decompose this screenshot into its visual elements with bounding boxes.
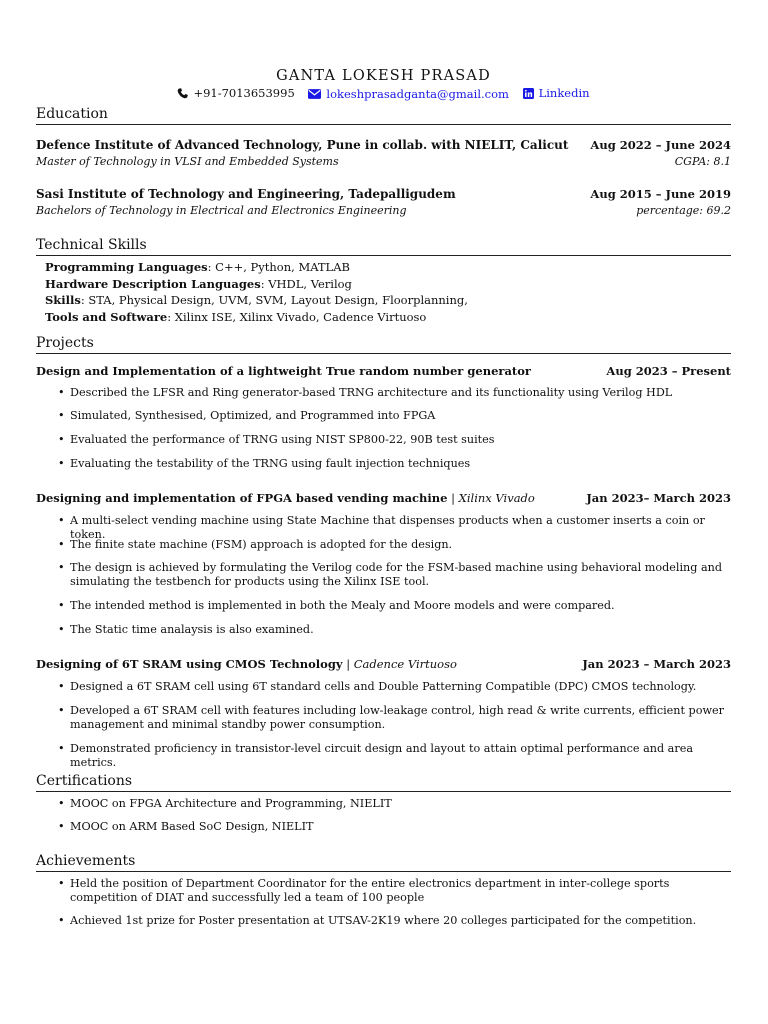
education-entry-school (36, 187, 731, 201)
project-title-line: Designing of 6T SRAM using CMOS Technology | Cadence Virtuoso (36, 657, 457, 671)
section-heading-projects: Projects (36, 335, 731, 354)
linkedin-link[interactable] (523, 86, 590, 100)
linkedin-icon (523, 88, 534, 99)
skill-label: Programming Languages (45, 260, 208, 274)
list-item: • Evaluated the performance of TRNG using NIST SP800-22, 90B test suites (58, 433, 730, 447)
section-heading-achievements: Achievements (36, 853, 731, 872)
section-heading-education: Education (36, 106, 731, 125)
skill-row (45, 309, 468, 326)
education-entry-school (36, 138, 731, 152)
project-dates: Aug 2023 – Present (606, 364, 731, 378)
list-item: • MOOC on FPGA Architecture and Programming, NIELIT (58, 797, 730, 811)
degree-name: Bachelors of Technology in Electrical and Electronics Engineering (36, 204, 407, 217)
phone-number: +91-7013653995 (193, 86, 295, 100)
degree-name: Master of Technology in VLSI and Embedded Systems (36, 155, 339, 168)
envelope-icon (308, 89, 321, 99)
email-address: lokeshprasadganta@gmail.com (326, 86, 509, 101)
project-header (36, 364, 731, 378)
skill-row (45, 292, 468, 309)
school-name: Sasi Institute of Technology and Engineering, Tadepalligudem (36, 187, 456, 201)
skill-label: Tools and Software (45, 309, 168, 324)
education-dates: Aug 2022 – June 2024 (590, 138, 731, 152)
project-header (36, 657, 731, 671)
skill-value: : C++, Python, MATLAB (207, 260, 350, 274)
list-item: • The design is achieved by formulating the Verilog code for the FSM-based machine using behavioral modeling and simulating the testbench for products using the Xilinx ISE tool. (58, 561, 730, 589)
candidate-name: GANTA LOKESH PRASAD (276, 68, 491, 84)
list-item: • Simulated, Synthesised, Optimized, and Programmed into FPGA (58, 409, 730, 423)
project-title: Designing and implementation of FPGA based vending machine (36, 491, 448, 505)
list-item: • Demonstrated proficiency in transistor-level circuit design and layout to attain optimal performance and area metrics. (58, 742, 730, 770)
education-entry-degree (36, 204, 731, 217)
project-title-line: Designing and implementation of FPGA based vending machine | Xilinx Vivado (36, 491, 535, 505)
contact-line (36, 86, 731, 102)
school-name: Defence Institute of Advanced Technology, Pune in collab. with NIELIT, Calicut (36, 138, 569, 152)
list-item: • A multi-select vending machine using State Machine that dispenses products when a customer inserts a coin or token. (58, 514, 730, 542)
list-item: • The intended method is implemented in both the Mealy and Moore models and were compared. (58, 599, 730, 613)
project-dates: Jan 2023 – March 2023 (582, 657, 731, 671)
list-item: • The Static time analaysis is also examined. (58, 623, 730, 637)
project-header (36, 491, 731, 505)
skill-value: : VHDL, Verilog (260, 276, 352, 291)
list-item: • Designed a 6T SRAM cell using 6T standard cells and Double Patterning Compatible (DPC) CMOS technology. (58, 680, 730, 694)
phone-icon (177, 88, 188, 99)
list-item: • MOOC on ARM Based SoC Design, NIELIT (58, 820, 730, 834)
linkedin-label: Linkedin (538, 86, 590, 100)
skill-value: : Xilinx ISE, Xilinx Vivado, Cadence Virtuoso (167, 309, 427, 324)
section-heading-skills: Technical Skills (36, 237, 731, 256)
list-item: • Evaluating the testability of the TRNG using fault injection techniques (58, 457, 730, 471)
skill-label: Hardware Description Languages (45, 276, 261, 291)
education-dates: Aug 2015 – June 2019 (590, 187, 731, 201)
section-heading-certifications: Certifications (36, 773, 731, 792)
project-tool: Cadence Virtuoso (353, 657, 457, 671)
list-item: • Held the position of Department Coordinator for the entire electronics department in inter-college sports competition of DIAT and successfully led a team of 100 people (58, 877, 730, 905)
degree-score: CGPA: 8.1 (674, 155, 731, 168)
list-item: • Described the LFSR and Ring generator-based TRNG architecture and its functionality using Verilog HDL (58, 386, 730, 400)
project-dates: Jan 2023– March 2023 (586, 491, 731, 505)
phone-contact[interactable] (177, 86, 294, 100)
email-link[interactable] (308, 87, 509, 101)
skill-label: Skills (45, 293, 81, 307)
skill-row (45, 259, 468, 276)
list-item: • The finite state machine (FSM) approach is adopted for the design. (58, 538, 730, 552)
skills-list (45, 259, 468, 325)
list-item: • Developed a 6T SRAM cell with features including low-leakage control, high read & write currents, efficient power management and minimal standby power consumption. (58, 704, 730, 732)
degree-score: percentage: 69.2 (636, 204, 731, 217)
skill-value: : STA, Physical Design, UVM, SVM, Layout Design, Floorplanning, (80, 293, 468, 307)
education-entry-degree (36, 155, 731, 168)
skill-row (45, 276, 468, 293)
project-title: Design and Implementation of a lightweight True random number generator (36, 364, 531, 378)
list-item: • Achieved 1st prize for Poster presentation at UTSAV-2K19 where 20 colleges participated for the competition. (58, 914, 730, 928)
project-title: Designing of 6T SRAM using CMOS Technology (36, 657, 343, 671)
project-tool: Xilinx Vivado (458, 491, 535, 505)
